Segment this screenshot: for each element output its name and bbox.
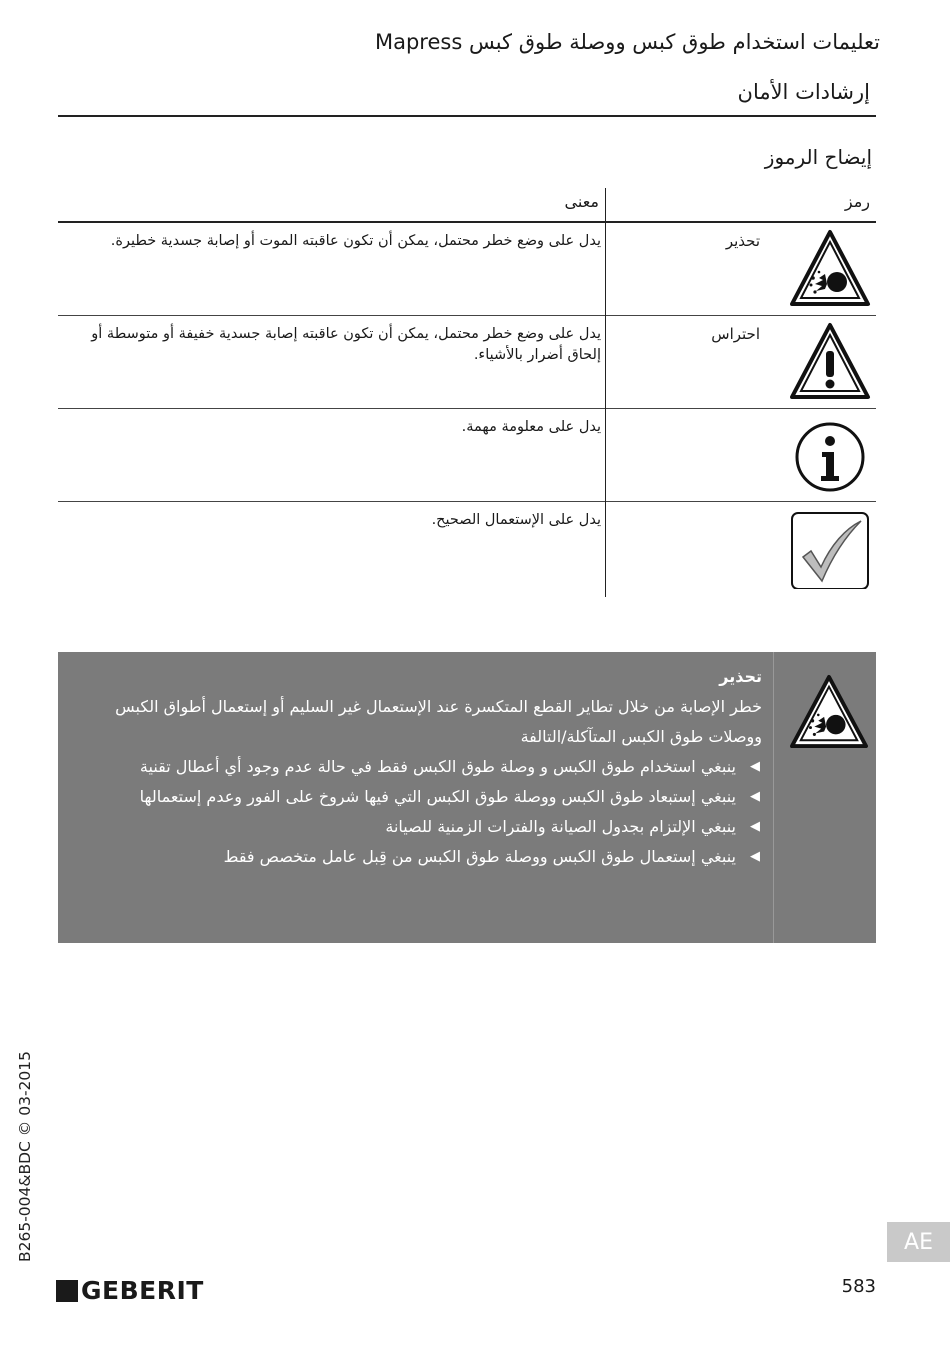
checkmark-icon xyxy=(789,507,871,589)
column-header-meaning: معنى xyxy=(58,188,606,222)
exclamation-warning-icon xyxy=(789,321,871,403)
table-row xyxy=(58,501,876,597)
meaning-text: يدل على معلومة مهمة. xyxy=(58,408,606,501)
page-number: 583 xyxy=(841,1276,876,1297)
header-divider xyxy=(58,115,876,117)
table-row xyxy=(58,408,876,501)
warning-heading: تحذير xyxy=(719,667,762,686)
brand-name: GEBERIT xyxy=(81,1276,204,1305)
warning-box xyxy=(58,652,876,943)
table-header-row xyxy=(58,188,876,222)
symbols-table xyxy=(58,188,876,597)
info-icon xyxy=(789,414,871,496)
logo-square-icon xyxy=(56,1280,78,1302)
language-tab: AE xyxy=(887,1222,950,1262)
warning-list xyxy=(72,752,762,872)
symbol-label: تحذير xyxy=(725,232,760,250)
explosion-warning-icon xyxy=(788,674,870,750)
list-item: ◀ ينبغي الإلتزام بجدول الصيانة والفترات الزمنية للصيانة xyxy=(72,812,762,842)
document-code: B265-004&BDC © 03-2015 xyxy=(16,1051,34,1262)
meaning-text: يدل على وضع خطر محتمل، يمكن أن تكون عاقبته إصابة جسدية خفيفة أو متوسطة أو إلحاق أضرار بالأشياء. xyxy=(58,315,606,408)
list-item: ◀ ينبغي إستعمال طوق الكبس ووصلة طوق الكبس من قِبل عامل متخصص فقط xyxy=(72,842,762,872)
symbol-label: احتراس xyxy=(711,324,760,343)
table-row xyxy=(58,222,876,315)
table-row xyxy=(58,315,876,408)
list-item: ◀ ينبغي إستبعاد طوق الكبس ووصلة طوق الكبس التي فيها شروخ على الفور وعدم إستعمالها xyxy=(72,782,762,812)
warning-content xyxy=(72,662,762,872)
section-title: إرشادات الأمان xyxy=(737,80,870,104)
subsection-title: إيضاح الرموز xyxy=(764,145,872,169)
bullet-icon: ◀ xyxy=(750,849,760,864)
bullet-icon: ◀ xyxy=(750,819,760,834)
column-header-symbol: رمز xyxy=(844,192,870,211)
meaning-text: يدل على وضع خطر محتمل، يمكن أن تكون عاقبته الموت أو إصابة جسدية خطيرة. xyxy=(58,222,606,315)
bullet-icon: ◀ xyxy=(750,759,760,774)
document-title: تعليمات استخدام طوق كبس ووصلة طوق كبس Mapress xyxy=(374,30,880,54)
meaning-text: يدل على الإستعمال الصحيح. xyxy=(58,501,606,597)
bullet-icon: ◀ xyxy=(750,789,760,804)
brand-logo xyxy=(56,1276,204,1305)
explosion-warning-icon xyxy=(789,228,871,310)
warning-text: خطر الإصابة من خلال تطاير القطع المتكسرة عند الإستعمال غير السليم أو إستعمال أطواق الكبس ووصلات طوق الكبس المتآكلة/التالفة xyxy=(115,697,762,746)
list-item: ◀ ينبغي استخدام طوق الكبس و وصلة طوق الكبس فقط في حالة عدم وجود أي أعطال تقنية xyxy=(72,752,762,782)
